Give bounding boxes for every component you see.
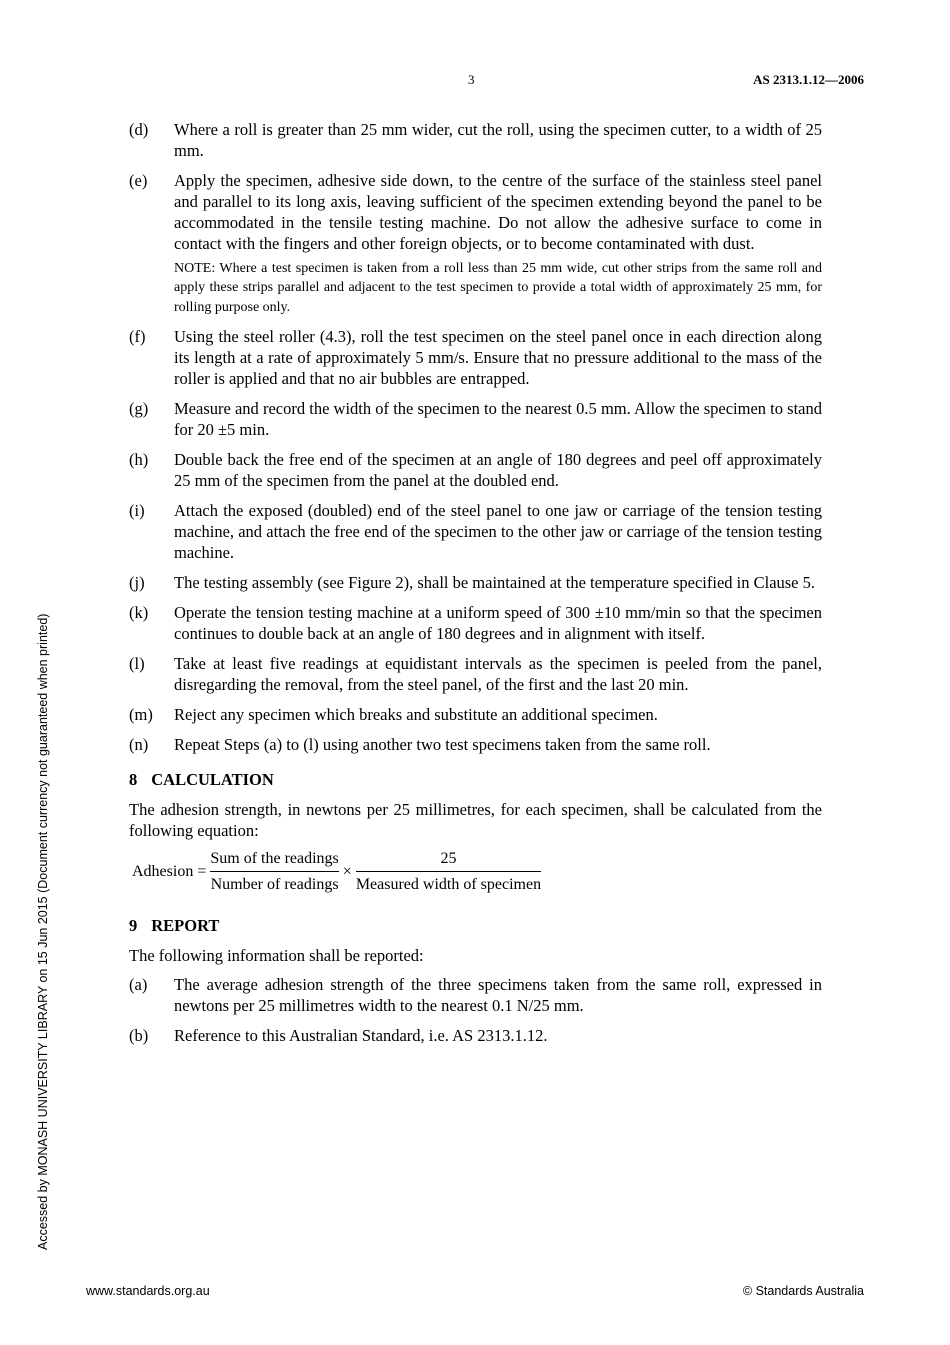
step-f <box>129 326 822 389</box>
step-label: (k) <box>129 603 149 623</box>
step-label: (j) <box>129 573 145 593</box>
page-body <box>129 119 822 1055</box>
footer-copyright: © Standards Australia <box>742 1284 864 1298</box>
calculation-intro: The adhesion strength, in newtons per 25 millimetres, for each specimen, shall be calculated from the following equation: <box>129 800 822 841</box>
report-item-b <box>129 1025 822 1046</box>
calculation-heading <box>129 769 822 790</box>
step-label: (l) <box>129 654 145 674</box>
step-text: The testing assembly (see Figure 2), shall be maintained at the temperature specified in Clause 5. <box>174 573 816 593</box>
step-k <box>129 602 822 644</box>
step-text: Attach the exposed (doubled) end of the steel panel to one jaw or carriage of the tension testing machine, and attach the free end of the specimen to the other jaw or carriage of the tension testing machine. <box>174 501 822 563</box>
step-n <box>129 734 822 755</box>
step-d <box>129 119 822 161</box>
numerator: 25 <box>356 849 541 872</box>
step-text: Double back the free end of the specimen at an angle of 180 degrees and peel off approximately 25 mm of the specimen from the panel at the doubled end. <box>174 450 822 491</box>
step-label: (e) <box>129 171 148 190</box>
access-notice: Accessed by MONASH UNIVERSITY LIBRARY on 15 Jun 2015 (Document currency not guaranteed when printed) <box>36 613 50 1250</box>
step-text: Where a roll is greater than 25 mm wider, cut the roll, using the specimen cutter, to a width of 25 mm. <box>174 120 822 160</box>
equals-sign: = <box>197 863 207 881</box>
procedure-steps <box>129 119 822 755</box>
section-title: CALCULATION <box>151 770 274 790</box>
standard-code: AS 2313.1.12—2006 <box>753 72 864 87</box>
step-m <box>129 704 822 725</box>
step-text: Measure and record the width of the specimen to the nearest 0.5 mm. Allow the specimen to stand for 20 ±5 min. <box>174 399 822 440</box>
report-intro: The following information shall be reported: <box>129 946 424 966</box>
step-note: NOTE: Where a test specimen is taken from a roll less than 25 mm wide, cut other strips from the same roll and apply these strips parallel and adjacent to the test specimen to provide a total width of approximately 25 mm, for rolling purpose only. <box>174 261 822 315</box>
numerator: Sum of the readings <box>210 849 338 872</box>
section-number: 8 <box>129 770 138 790</box>
footer-website: www.standards.org.au <box>86 1284 210 1298</box>
report-heading <box>129 915 822 936</box>
step-text: Operate the tension testing machine at a uniform speed of 300 ±10 mm/min so that the specimen continues to double back at an angle of 180 degrees and in alignment with itself. <box>174 603 822 644</box>
step-text: Using the steel roller (4.3), roll the test specimen on the steel panel once in each direction along its length at a rate of approximately 5 mm/s. Ensure that no pressure additional to the mass of the roller is applied and that no air bubbles are entrapped. <box>174 327 822 389</box>
step-label: (n) <box>129 735 149 755</box>
fraction-width <box>356 849 541 895</box>
step-text: Apply the specimen, adhesive side down, to the centre of the surface of the stainless steel panel and parallel to its long axis, leaving sufficient of the specimen extending beyond the panel to be accommodated in the tensile testing machine. Do not allow the adhesive surface to come in contact with the fingers and other foreign objects, or to become contaminated with dust. <box>174 171 822 253</box>
step-label: (f) <box>129 327 146 347</box>
item-label: (b) <box>129 1026 149 1046</box>
step-g <box>129 398 822 440</box>
step-j <box>129 572 822 593</box>
times-sign: × <box>342 863 352 881</box>
section-title: REPORT <box>151 916 220 936</box>
step-text: Reject any specimen which breaks and substitute an additional specimen. <box>174 705 658 725</box>
page-number: 3 <box>468 72 475 87</box>
equation-lhs: Adhesion <box>132 863 194 881</box>
section-number: 9 <box>129 916 138 936</box>
fraction-readings <box>210 849 338 895</box>
step-label: (i) <box>129 501 145 521</box>
denominator: Number of readings <box>210 876 339 894</box>
step-label: (m) <box>129 705 153 725</box>
adhesion-equation <box>132 849 822 895</box>
report-items <box>129 974 822 1046</box>
step-text: Take at least five readings at equidistant intervals as the specimen is peeled from the panel, disregarding the removal, from the steel panel, of the first and the last 20 min. <box>174 654 822 695</box>
step-text: Repeat Steps (a) to (l) using another two test specimens taken from the same roll. <box>174 735 711 755</box>
step-e <box>129 170 822 317</box>
step-label: (g) <box>129 399 149 419</box>
item-text: Reference to this Australian Standard, i.e. AS 2313.1.12. <box>174 1026 548 1046</box>
step-l <box>129 653 822 695</box>
step-label: (h) <box>129 450 149 470</box>
step-h <box>129 449 822 491</box>
step-label: (d) <box>129 120 149 139</box>
item-text: The average adhesion strength of the three specimens taken from the same roll, expressed in newtons per 25 millimetres width to the nearest 0.1 N/25 mm. <box>174 975 822 1016</box>
report-item-a <box>129 974 822 1016</box>
step-i <box>129 500 822 563</box>
item-label: (a) <box>129 975 148 995</box>
denominator: Measured width of specimen <box>355 876 542 894</box>
